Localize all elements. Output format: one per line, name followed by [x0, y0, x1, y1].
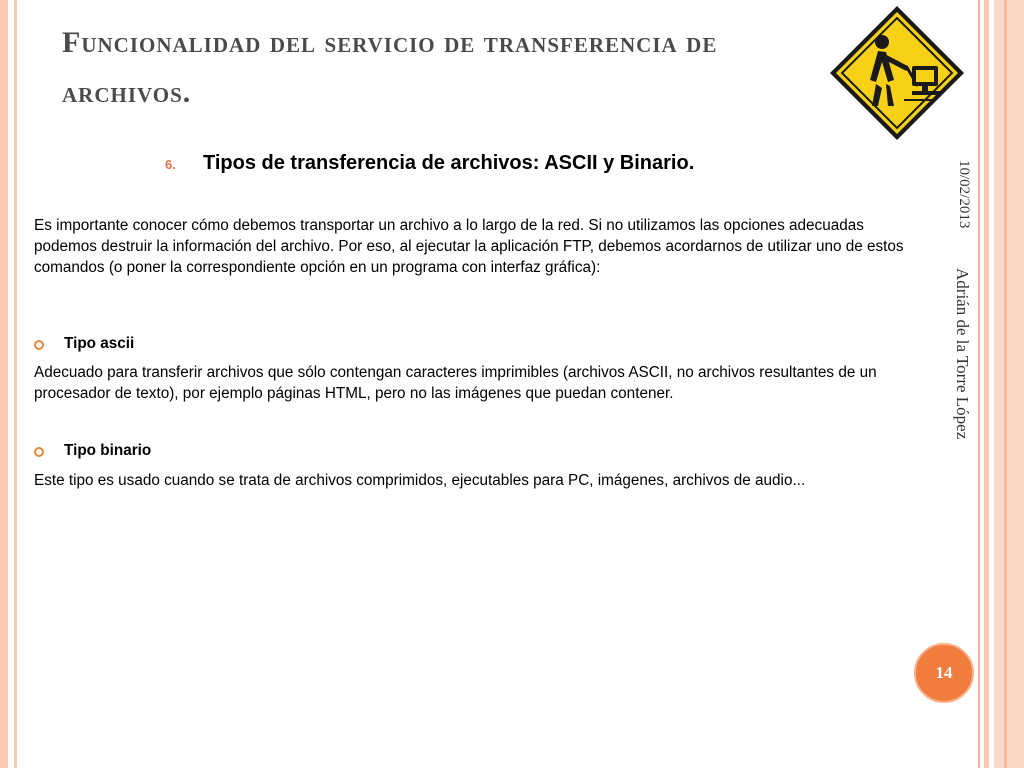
- bullet-label: Tipo binario: [64, 442, 152, 459]
- bullet-item-ascii: [34, 335, 734, 357]
- section-heading-text: Tipos de transferencia de archivos: ASCII y Binario.: [203, 152, 695, 174]
- right-decor-stripe: [994, 0, 1024, 768]
- slide-title: Funcionalidad del servicio de transferencia de archivos.: [62, 26, 718, 109]
- side-author: Adrián de la Torre López: [953, 268, 972, 440]
- construction-worker-sign-icon: [826, 2, 968, 144]
- intro-paragraph: Es importante conocer cómo debemos transportar un archivo a lo largo de la red. Si no utilizamos las opciones adecuadas podemos destruir la información del archivo. Por eso, al ejecutar la aplicación FTP, debemos acordarnos de utilizar uno de estos comandos (o poner la correspondiente opción en un programa con interfaz gráfica):: [34, 217, 904, 276]
- ring-bullet-icon: [34, 340, 44, 350]
- right-decor-stripe: [1004, 0, 1007, 768]
- bullet-item-binario: [34, 442, 734, 464]
- section-heading: [165, 148, 925, 180]
- right-decor-stripe: [984, 0, 989, 768]
- binario-description: Este tipo es usado cuando se trata de archivos comprimidos, ejecutables para PC, imágenes, archivos de audio...: [34, 472, 806, 489]
- section-number: 6.: [165, 157, 176, 172]
- ascii-description: Adecuado para transferir archivos que sólo contengan caracteres imprimibles (archivos ASCII, no archivos resultantes de un procesador de texto), por ejemplo páginas HTML, pero no las imágenes que puedan contener.: [34, 364, 877, 402]
- page-number-badge: 14: [914, 643, 974, 703]
- right-decor-stripe: [978, 0, 980, 768]
- side-date: 10/02/2013: [956, 160, 972, 229]
- left-decor-stripe: [0, 0, 8, 768]
- bullet-label: Tipo ascii: [64, 335, 135, 352]
- ring-bullet-icon: [34, 447, 44, 457]
- left-decor-stripe-thin: [14, 0, 17, 768]
